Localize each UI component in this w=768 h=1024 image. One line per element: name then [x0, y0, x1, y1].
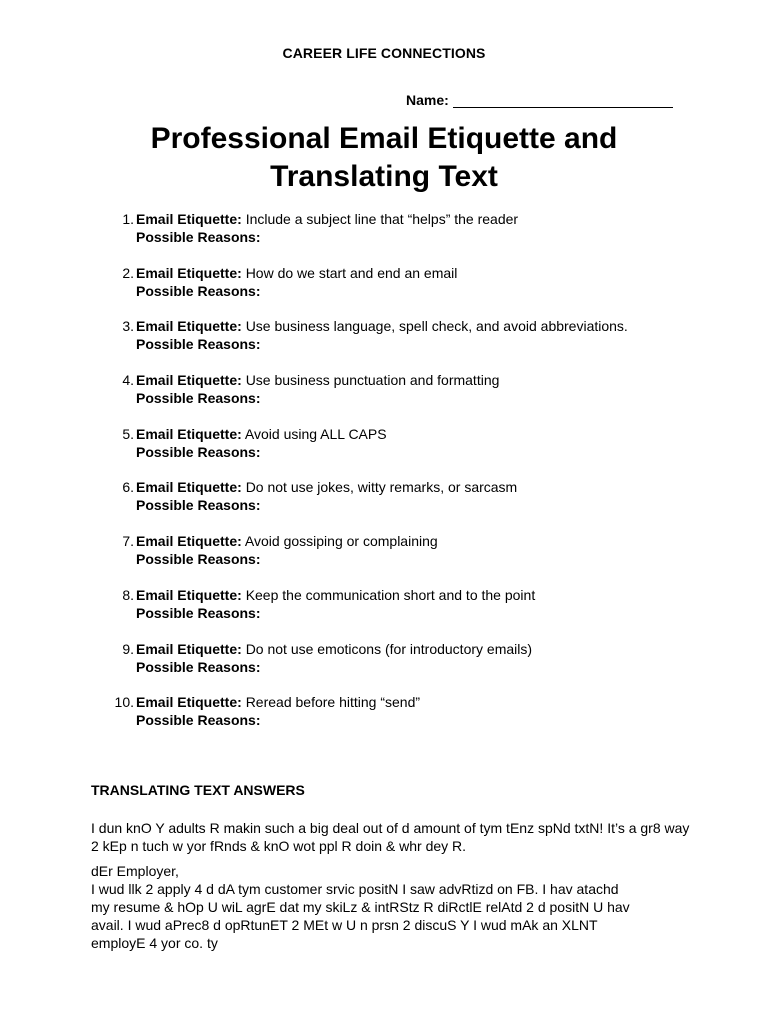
- letter-line: I wud llk 2 apply 4 d dA tym customer srvic positN I saw advRtizd on FB. I hav atachd: [91, 881, 619, 897]
- etiquette-label: Email Etiquette:: [136, 586, 242, 603]
- etiquette-label: Email Etiquette:: [136, 640, 242, 657]
- etiquette-text: Reread before hitting “send”: [245, 694, 421, 711]
- etiquette-item: [110, 693, 730, 747]
- etiquette-item: [110, 210, 730, 264]
- reasons-label: Possible Reasons:: [136, 282, 261, 299]
- letter-greeting: dEr Employer,: [91, 863, 179, 879]
- etiquette-item: [110, 425, 730, 479]
- etiquette-label: Email Etiquette:: [136, 318, 242, 335]
- item-number: 6.: [122, 479, 134, 496]
- etiquette-item: [110, 371, 730, 425]
- translating-heading: TRANSLATING TEXT ANSWERS: [91, 782, 305, 798]
- etiquette-text: Avoid gossiping or complaining: [244, 533, 438, 550]
- item-number: 7.: [122, 533, 134, 550]
- reasons-label: Possible Reasons:: [136, 229, 261, 245]
- name-blank-line: [453, 93, 673, 108]
- etiquette-text: How do we start and end an email: [245, 264, 458, 281]
- etiquette-label: Email Etiquette:: [136, 372, 242, 389]
- reasons-label: Possible Reasons:: [136, 604, 261, 621]
- item-number: 9.: [122, 640, 134, 657]
- etiquette-text: Do not use emoticons (for introductory emails): [245, 640, 533, 657]
- title-line-1: Professional Email Etiquette and: [150, 122, 618, 155]
- reasons-label: Possible Reasons:: [136, 443, 261, 460]
- etiquette-label: Email Etiquette:: [136, 211, 242, 227]
- etiquette-label: Email Etiquette:: [136, 533, 242, 550]
- translating-letter: [91, 862, 691, 952]
- item-number: 2.: [122, 264, 134, 281]
- translating-paragraph: I dun knO Y adults R makin such a big deal out of d amount of tym tEnz spNd txtN! It’s a gr8 way 2 kEp n tuch w yor fRnds & knO wot ppl R doin & whr dey R.: [91, 820, 690, 854]
- reasons-label: Possible Reasons:: [136, 336, 261, 353]
- etiquette-item: [110, 532, 730, 586]
- etiquette-item: [110, 317, 730, 371]
- etiquette-item: [110, 478, 730, 532]
- etiquette-label: Email Etiquette:: [136, 264, 242, 281]
- reasons-label: Possible Reasons:: [136, 390, 261, 407]
- name-field: [406, 92, 673, 108]
- page-title: [0, 120, 768, 196]
- etiquette-text: Avoid using ALL CAPS: [244, 425, 387, 442]
- title-line-2: Translating Text: [270, 160, 498, 193]
- reasons-label: Possible Reasons:: [136, 497, 261, 514]
- etiquette-item: [110, 264, 730, 318]
- letter-line: my resume & hOp U wiL agrE dat my skiLz & intRStz R diRctlE relAtd 2 d positN U hav: [91, 899, 630, 915]
- reasons-label: Possible Reasons:: [136, 712, 261, 729]
- reasons-label: Possible Reasons:: [136, 658, 261, 675]
- etiquette-text: Use business punctuation and formatting: [245, 372, 500, 389]
- reasons-label: Possible Reasons:: [136, 551, 261, 568]
- item-number: 5.: [122, 425, 134, 442]
- etiquette-text: Keep the communication short and to the point: [245, 586, 536, 603]
- letter-line: employE 4 yor co. ty: [91, 935, 218, 951]
- etiquette-label: Email Etiquette:: [136, 694, 242, 711]
- etiquette-item: [110, 586, 730, 640]
- etiquette-text: Use business language, spell check, and avoid abbreviations.: [245, 318, 628, 335]
- etiquette-label: Email Etiquette:: [136, 425, 242, 442]
- item-number: 1.: [122, 211, 134, 227]
- letter-line: avail. I wud aPrec8 d opRtunET 2 MEt w U n prsn 2 discuS Y I wud mAk an XLNT: [91, 917, 598, 933]
- etiquette-item: [110, 640, 730, 694]
- item-number: 3.: [122, 318, 134, 335]
- name-label: Name:: [406, 92, 449, 108]
- etiquette-label: Email Etiquette:: [136, 479, 242, 496]
- etiquette-text: Include a subject line that “helps” the reader: [245, 211, 519, 227]
- item-number: 8.: [122, 586, 134, 603]
- item-number: 4.: [122, 372, 134, 389]
- course-header: CAREER LIFE CONNECTIONS: [282, 45, 486, 61]
- etiquette-text: Do not use jokes, witty remarks, or sarcasm: [245, 479, 518, 496]
- item-number: 10.: [114, 694, 134, 711]
- etiquette-list: [110, 210, 730, 747]
